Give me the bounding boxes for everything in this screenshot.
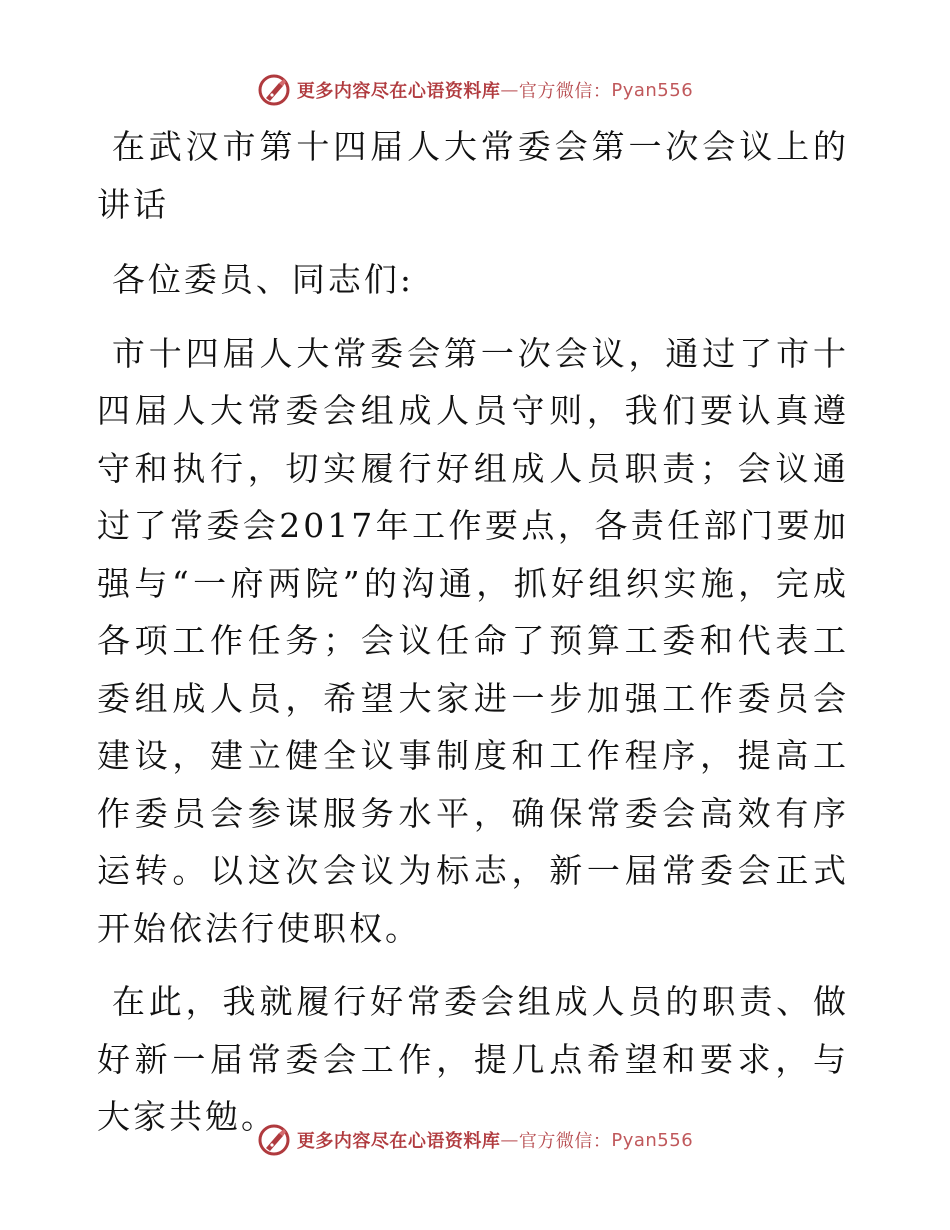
paragraph-1: 市十四届人大常委会第一次会议，通过了市十四届人大常委会组成人员守则，我们要认真遵守和执行，切实履行好组成人员职责；会议通过了常委会2017年工作要点，各责任部门要加强与“一府两院”的沟通，抓好组织实施，完成各项工作任务；会议任命了预算工委和代表工委组成人员，希望大家进一步加强工作委员会建设，建立健全议事制度和工作程序，提高工作委员会参谋服务水平，确保常委会高效有序运转。以这次会议为标志，新一届常委会正式开始依法行使职权。	[97, 333, 849, 948]
document-title: 在武汉市第十四届人大常委会第一次会议上的讲话	[97, 127, 849, 224]
document-body	[97, 118, 849, 1162]
watermark-banner-bottom	[0, 1120, 950, 1160]
watermark-dash: —	[500, 1129, 519, 1151]
watermark-dash: —	[500, 79, 519, 101]
watermark-wechat-id: Pyan556	[611, 1129, 694, 1151]
watermark-brand: 更多内容尽在心语资料库	[296, 1131, 501, 1152]
watermark-brand: 更多内容尽在心语资料库	[296, 81, 501, 102]
pen-nib-logo-icon	[257, 1123, 291, 1157]
greeting: 各位委员、同志们:	[111, 260, 414, 299]
watermark-wechat-id: Pyan556	[611, 79, 694, 101]
watermark-banner-top	[0, 70, 950, 110]
watermark-wechat-label: 官方微信：	[518, 81, 612, 102]
paragraph-2: 在此，我就履行好常委会组成人员的职责、做好新一届常委会工作，提几点希望和要求，与大家共勉。	[97, 982, 849, 1136]
watermark-wechat-label: 官方微信：	[518, 1131, 612, 1152]
pen-nib-logo-icon	[257, 73, 291, 107]
